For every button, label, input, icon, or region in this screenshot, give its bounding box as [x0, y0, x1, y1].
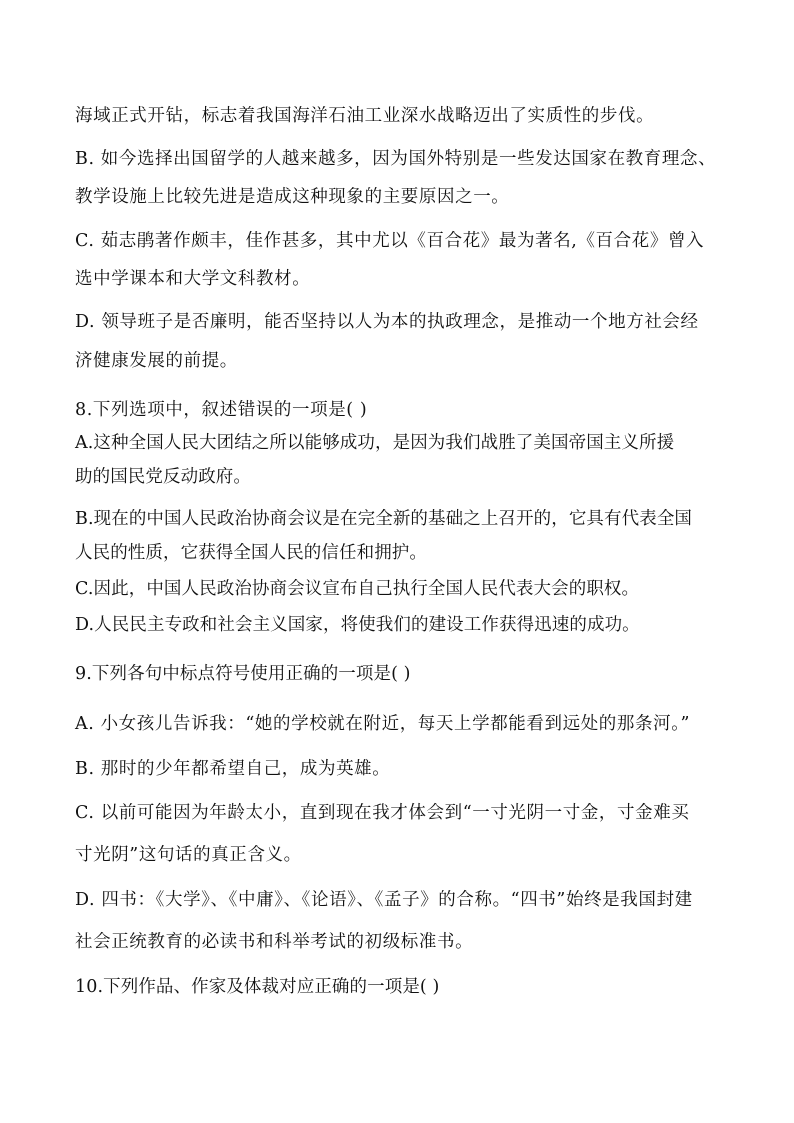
- q9-option-d-line-1: D. 四书：《大学》、《中庸》、《论语》、《孟子》的合称。“四书”始终是我国封建: [75, 890, 693, 910]
- q9-option-a: A. 小女孩儿告诉我：“她的学校就在附近，每天上学都能看到远处的那条河。”: [75, 714, 691, 734]
- q8-stem: 8.下列选项中，叙述错误的一项是( ): [75, 400, 368, 420]
- q9-option-b: B. 那时的少年都希望自己，成为英雄。: [75, 759, 391, 779]
- q9-option-c-line-2: 寸光阴”这句话的真正含义。: [75, 845, 302, 865]
- q7-option-b-line-1: B. 如今选择出国留学的人越来越多，因为国外特别是一些发达国家在教育理念、: [75, 149, 717, 169]
- q9-option-c-line-1: C. 以前可能因为年龄太小，直到现在我才体会到“一寸光阴一寸金，寸金难买: [75, 803, 690, 823]
- q7-option-a-continuation: 海域正式开钻，标志着我国海洋石油工业深水战略迈出了实质性的步伐。: [75, 106, 655, 126]
- q8-option-b-line-2: 人民的性质，它获得全国人民的信任和拥护。: [75, 543, 427, 563]
- q10-stem: 10.下列作品、作家及体裁对应正确的一项是( ): [75, 977, 440, 997]
- q7-option-d-line-1: D. 领导班子是否廉明，能否坚持以人为本的执政理念，是推动一个地方社会经: [75, 312, 699, 332]
- q9-option-d-line-2: 社会正统教育的必读书和科举考试的初级标准书。: [75, 932, 474, 952]
- q8-option-d: D.人民民主专政和社会主义国家，将使我们的建设工作获得迅速的成功。: [75, 615, 640, 635]
- q8-option-a-line-2: 助的国民党反动政府。: [75, 467, 251, 487]
- q8-option-b-line-1: B.现在的中国人民政治协商会议是在完全新的基础之上召开的，它具有代表全国: [75, 509, 693, 529]
- q9-stem: 9.下列各句中标点符号使用正确的一项是( ): [75, 664, 411, 684]
- q7-option-b-line-2: 教学设施上比较先进是造成这种现象的主要原因之一。: [75, 187, 510, 207]
- q8-option-c: C.因此，中国人民政治协商会议宣布自己执行全国人民代表大会的职权。: [75, 579, 640, 599]
- q7-option-d-line-2: 济健康发展的前提。: [75, 351, 238, 371]
- q7-option-c-line-1: C. 茹志鹃著作颇丰，佳作甚多，其中尤以《百合花》最为著名,《百合花》曾入: [75, 231, 705, 251]
- q8-option-a-line-1: A.这种全国人民大团结之所以能够成功，是因为我们战胜了美国帝国主义所援: [75, 433, 675, 453]
- q7-option-c-line-2: 选中学课本和大学文科教材。: [75, 269, 311, 289]
